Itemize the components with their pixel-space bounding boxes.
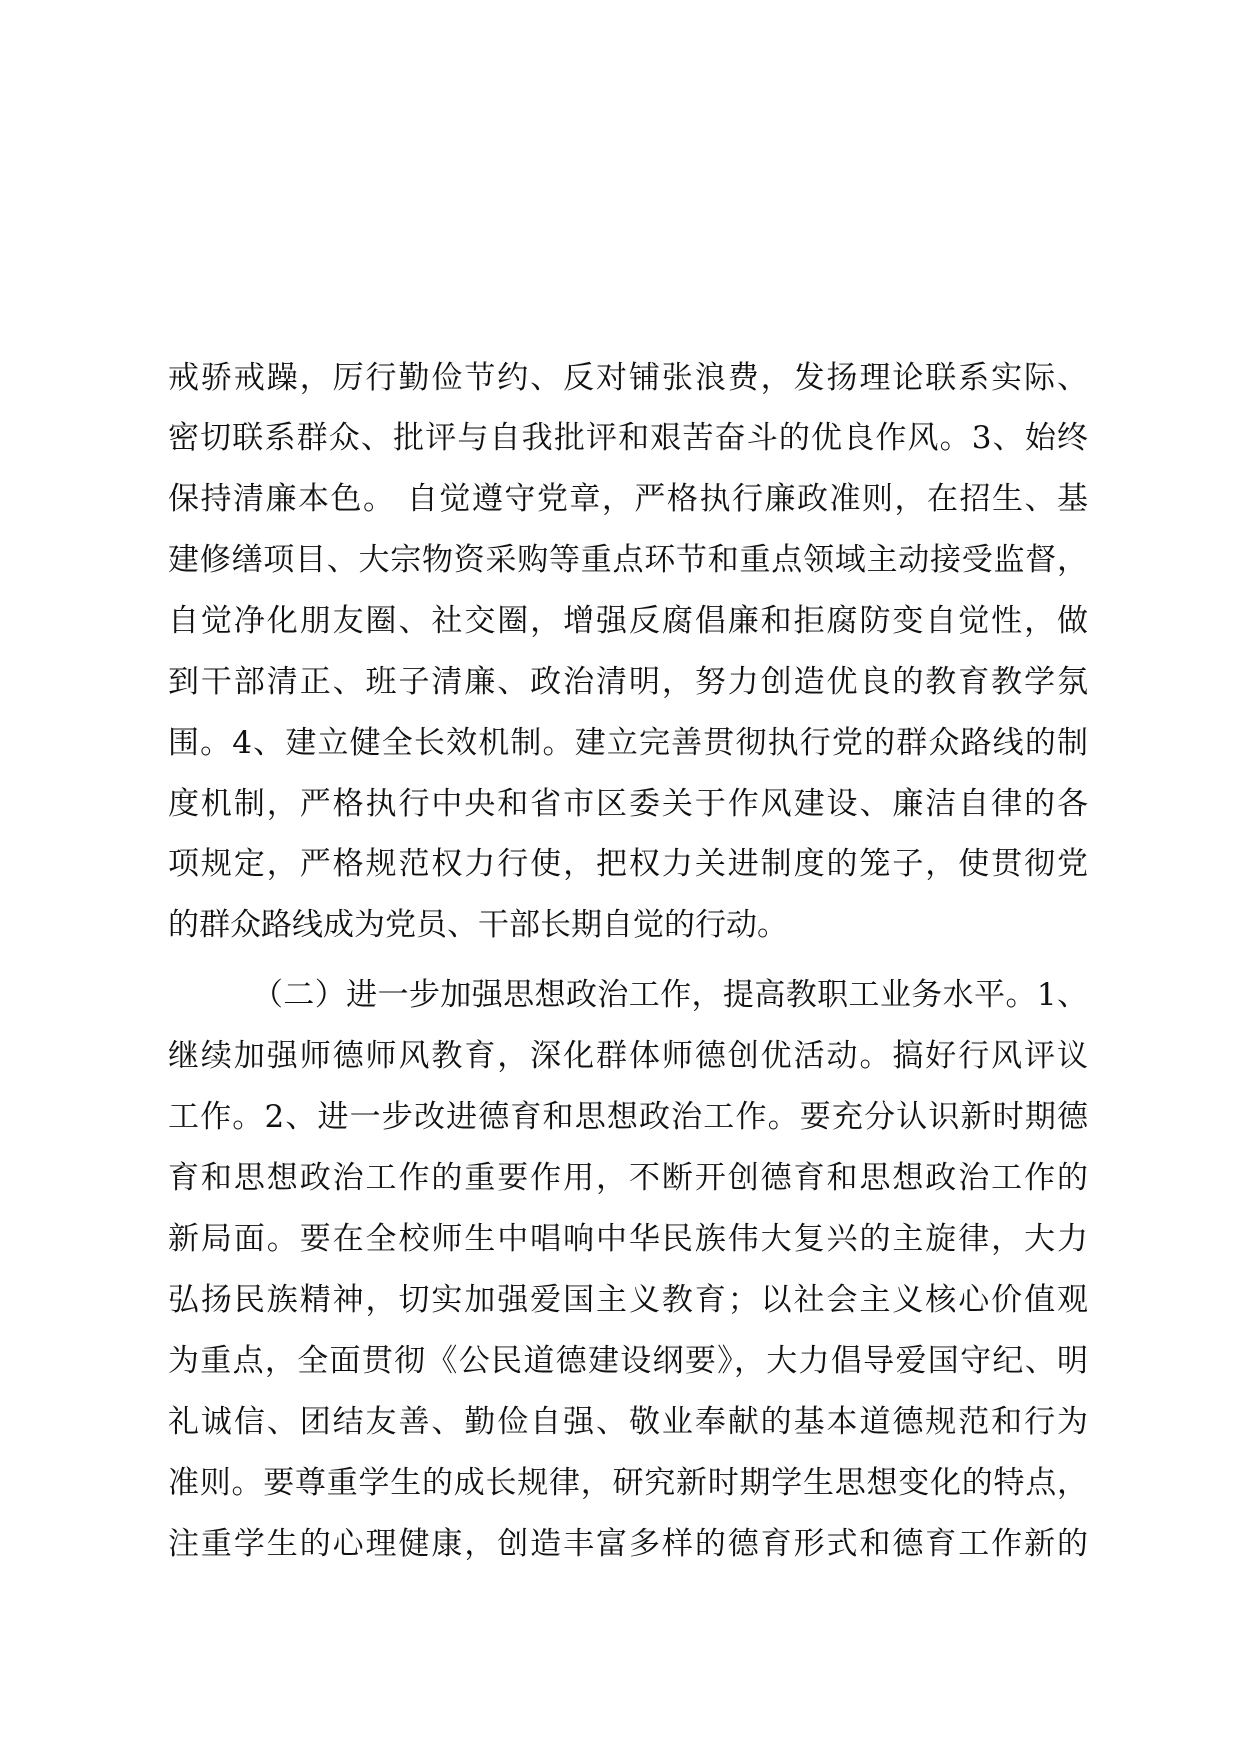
text-line: 新局面。要在全校师生中唱响中华民族伟大复兴的主旋律，大力 [168,1221,1088,1257]
text-line: 保持清廉本色。 自觉遵守党章，严格执行廉政准则，在招生、基 [168,481,1088,517]
text-line: 建修缮项目、大宗物资采购等重点环节和重点领域主动接受监督， [168,542,1088,578]
section-heading-line: （二）进一步加强思想政治工作，提高教职工业务水平。1、 [252,977,1088,1013]
text-line: 项规定，严格规范权力行使，把权力关进制度的笼子，使贯彻党 [168,846,1088,882]
text-line: 度机制，严格执行中央和省市区委关于作风建设、廉洁自律的各 [168,786,1088,822]
text-line: 继续加强师德师风教育，深化群体师德创优活动。搞好行风评议 [168,1038,1088,1074]
text-line: 的群众路线成为党员、干部长期自觉的行动。 [168,907,788,943]
text-line: 密切联系群众、批评与自我批评和艰苦奋斗的优良作风。3、始终 [168,420,1088,456]
text-line: 到干部清正、班子清廉、政治清明，努力创造优良的教育教学氛 [168,664,1088,700]
text-line: 注重学生的心理健康，创造丰富多样的德育形式和德育工作新的 [168,1526,1088,1562]
text-line: 围。4、建立健全长效机制。建立完善贯彻执行党的群众路线的制 [168,725,1088,761]
text-line: 弘扬民族精神，切实加强爱国主义教育；以社会主义核心价值观 [168,1282,1088,1318]
text-line: 工作。2、进一步改进德育和思想政治工作。要充分认识新时期德 [168,1099,1088,1135]
text-line: 为重点，全面贯彻《公民道德建设纲要》，大力倡导爱国守纪、明 [168,1343,1088,1379]
text-line: 育和思想政治工作的重要作用，不断开创德育和思想政治工作的 [168,1160,1088,1196]
text-line: 礼诚信、团结友善、勤俭自强、敬业奉献的基本道德规范和行为 [168,1404,1088,1440]
text-line: 准则。要尊重学生的成长规律，研究新时期学生思想变化的特点， [168,1465,1088,1501]
text-line: 戒骄戒躁，厉行勤俭节约、反对铺张浪费，发扬理论联系实际、 [168,360,1088,396]
text-line: 自觉净化朋友圈、社交圈，增强反腐倡廉和拒腐防变自觉性，做 [168,603,1088,639]
